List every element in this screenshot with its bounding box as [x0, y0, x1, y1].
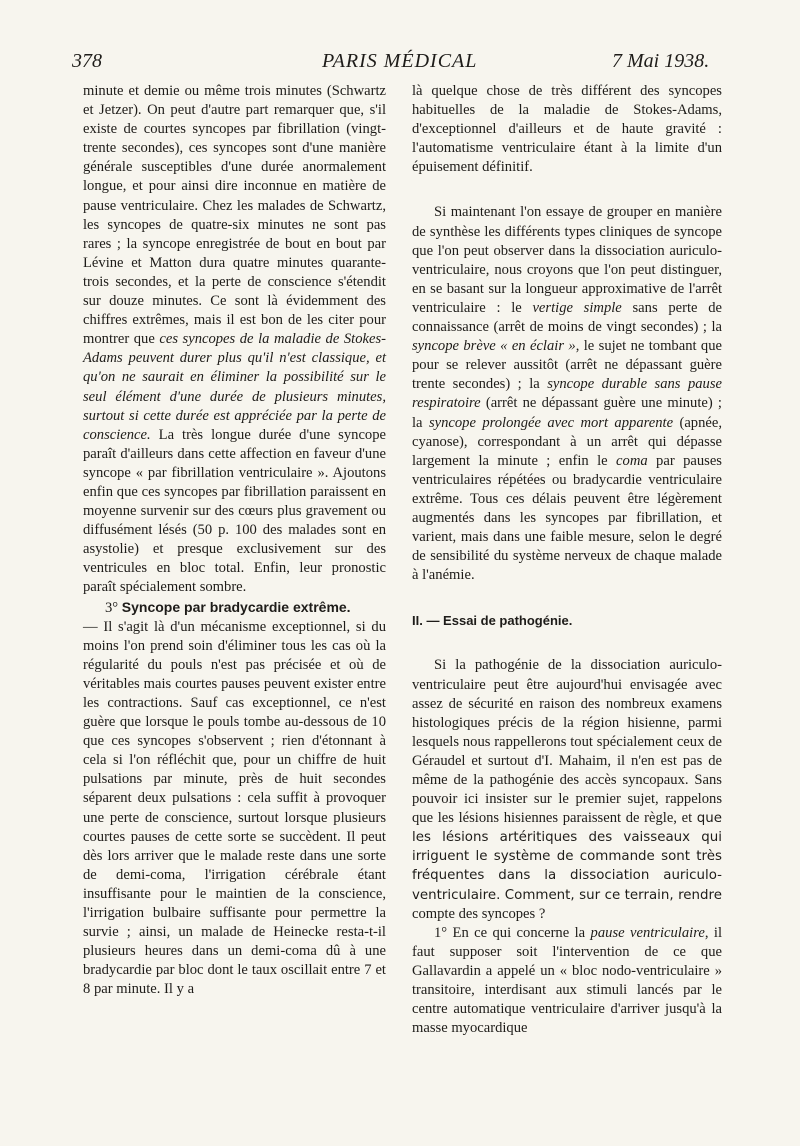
rp2-d: (arrêt ne dépassant guère une minute) ; la — [412, 395, 722, 431]
rp4-num: 1° — [434, 924, 448, 941]
rp2-i4: syncope prolongée avec mort apparente — [428, 414, 674, 431]
right-column — [412, 82, 722, 1038]
right-paragraph-2 — [412, 203, 722, 585]
left-paragraph-1 — [83, 82, 386, 598]
rp2-a: Si maintenant l'on essaye de grouper en manière de synthèse les différents types cliniques de syncope que l'on peut observer dans la dissociation auriculo-ventriculaire, nous croyons que l'on peut distinguer, en se basant sur la longueur approximative de l'arrêt ventriculaire : le — [412, 204, 722, 316]
rp4-i1: pause ventriculaire — [590, 924, 705, 941]
left-p1-italic: ces syncopes de la maladie de Stokes-Adams peuvent durer plus qu'il n'est classique, et qu'on ne saurait en éliminer la possibilité sur le seul élément d'une durée de plusieurs minutes, surtout si cette durée est appréciée par la perte de conscience. — [83, 331, 386, 443]
rp2-e: (apnée, cyanose), correspondant à un arrêt qui dépasse largement la minute ; enfin le — [412, 414, 723, 469]
journal-title: PARIS MÉDICAL — [322, 50, 478, 72]
subsection-number: 3° — [105, 599, 119, 616]
left-p1-text: minute et demie ou même trois minutes (Schwartz et Jetzer). On peut d'autre part remarquer que, s'il existe de courtes syncopes par fibrillation (vingt-trente secondes), ces syncopes sont d'une manière générale susceptibles d'une durée anormalement longue, et pour ainsi dire inconnue en matière de pause ventriculaire. Chez les malades de Schwartz, les syncopes de quatre-six minutes ne sont pas rares ; la syncope enregistrée de bout en bout par Lévine et Matton dura quatre minutes quarante-trois secondes, et la perte de conscience s'étendit sur douze minutes. Ce sont là évidemment des chiffres extrêmes, mais il est bon de les citer pour montrer que — [83, 83, 386, 348]
subsection-title: Syncope par bradycardie extrême. — [121, 598, 351, 615]
rp2-b: sans perte de connaissance (arrêt de moins de vingt secondes) ; la — [412, 299, 722, 336]
right-paragraph-4 — [412, 924, 722, 1039]
subsection-heading — [83, 598, 386, 618]
rp2-i3: syncope durable sans pause respiratoire — [412, 376, 722, 412]
rp2-i1: vertige simple — [532, 299, 622, 316]
rp2-i2: syncope brève « en éclair » — [412, 338, 576, 355]
issue-date: 7 Mai 1938. — [612, 50, 710, 72]
rp3-b: que les lésions artéritiques des vaisseaux qui irriguent le système de commande sont très fréquentes dans la dissociation auriculo-ventriculaire. Comment, sur ce terrain, rendre — [412, 811, 722, 903]
rp4-a: En ce qui concerne la — [447, 924, 591, 941]
rp2-c: , le sujet ne tombant que pour se relever aussitôt (arrêt ne dépassant guère trente secondes) ; la — [412, 338, 722, 393]
left-column — [83, 82, 386, 1000]
page-number: 378 — [72, 50, 102, 72]
rp3-a: Si la pathogénie de la dissociation auriculo-ventriculaire peut être aujourd'hui envisagée avec assez de sécurité en raison des nombreux examens histologiques précis de la région hisienne, parmi lesquels nous rappellerons tout spécialement ceux de Géraudel et surtout d'I. Mahaim, il n'en est pas de même de la pathogénie des accès syncopaux. Sans pouvoir ici insister sur le premier sujet, rappelons que les lésions hisiennes paraissent de règle, et — [412, 657, 722, 827]
left-paragraph-2: — Il s'agit là d'un mécanisme exceptionnel, si du moins l'on prend soin d'éliminer tous les cas où la régularité du pouls n'est pas précisée et où de véritables mais courtes pauses peuvent exister entre les contractions. Sauf cas exceptionnel, ce n'est guère que lorsque le pouls tombe au-dessous de 10 que ces syncopes s'observent ; rien d'étonnant à cela si l'on réfléchit que, pour un chiffre de huit pulsations par minute, près de huit secondes séparent deux pulsations : cela suffit à provoquer une perte de conscience, surtout lorsque plusieurs courtes pauses de cette sorte se succèdent. Il peut dès lors arriver que le malade reste dans une sorte de demi-coma, l'irrigation cérébrale étant insuffisante pour le maintien de la conscience, l'irrigation bulbaire suffisante pour permettre la survie ; ainsi, un malade de Heinecke resta-t-il plusieurs heures dans un demi-coma dû à une bradycardie par bloc dont le taux oscillait entre 7 et 8 par minute. Il y a — [83, 618, 386, 998]
section-title: II. — Essai de pathogénie. — [412, 613, 573, 629]
left-p1-end: La très longue durée d'une syncope paraît d'ailleurs dans cette affection en faveur d'une syncope « par fibrillation ventriculaire ». Ajoutons enfin que ces syncopes par fibrillation paraissent en moyenne survenir sur des cœurs plus gravement ou diffusément lésés (50 p. 100 des malades sont en asystolie) et presque exclusivement sur des ventricules en bloc total. Enfin, leur pronostic paraît spécialement sombre. — [83, 426, 386, 596]
rp3-c: compte des syncopes ? — [412, 905, 546, 922]
rp2-i5: coma — [616, 452, 648, 469]
rp2-f: par pauses ventriculaires répétées ou bradycardie ventriculaire extrême. Tous ces délais peuvent être légèrement augmentés dans les syncopes par fibrillation, et varient, mais dans une faible mesure, selon le degré de sensibilité du système nerveux de chaque malade à l'anémie. — [412, 452, 722, 584]
rp4-b: , il faut supposer soit l'intervention de ce que Gallavardin a appelé un « bloc nodo-ventriculaire » transitoire, interdisant aux stimuli lancés par le centre automatique ventriculaire d'arriver jusqu'à la masse myocardique — [412, 924, 722, 1037]
right-paragraph-1: là quelque chose de très différent des syncopes habituelles de la maladie de Stokes-Adams, d'exceptionnel d'ailleurs et de haute gravité : l'automatisme ventriculaire étant à la limite d'un épuisement définitif. — [412, 83, 722, 176]
right-paragraph-3 — [412, 656, 722, 923]
